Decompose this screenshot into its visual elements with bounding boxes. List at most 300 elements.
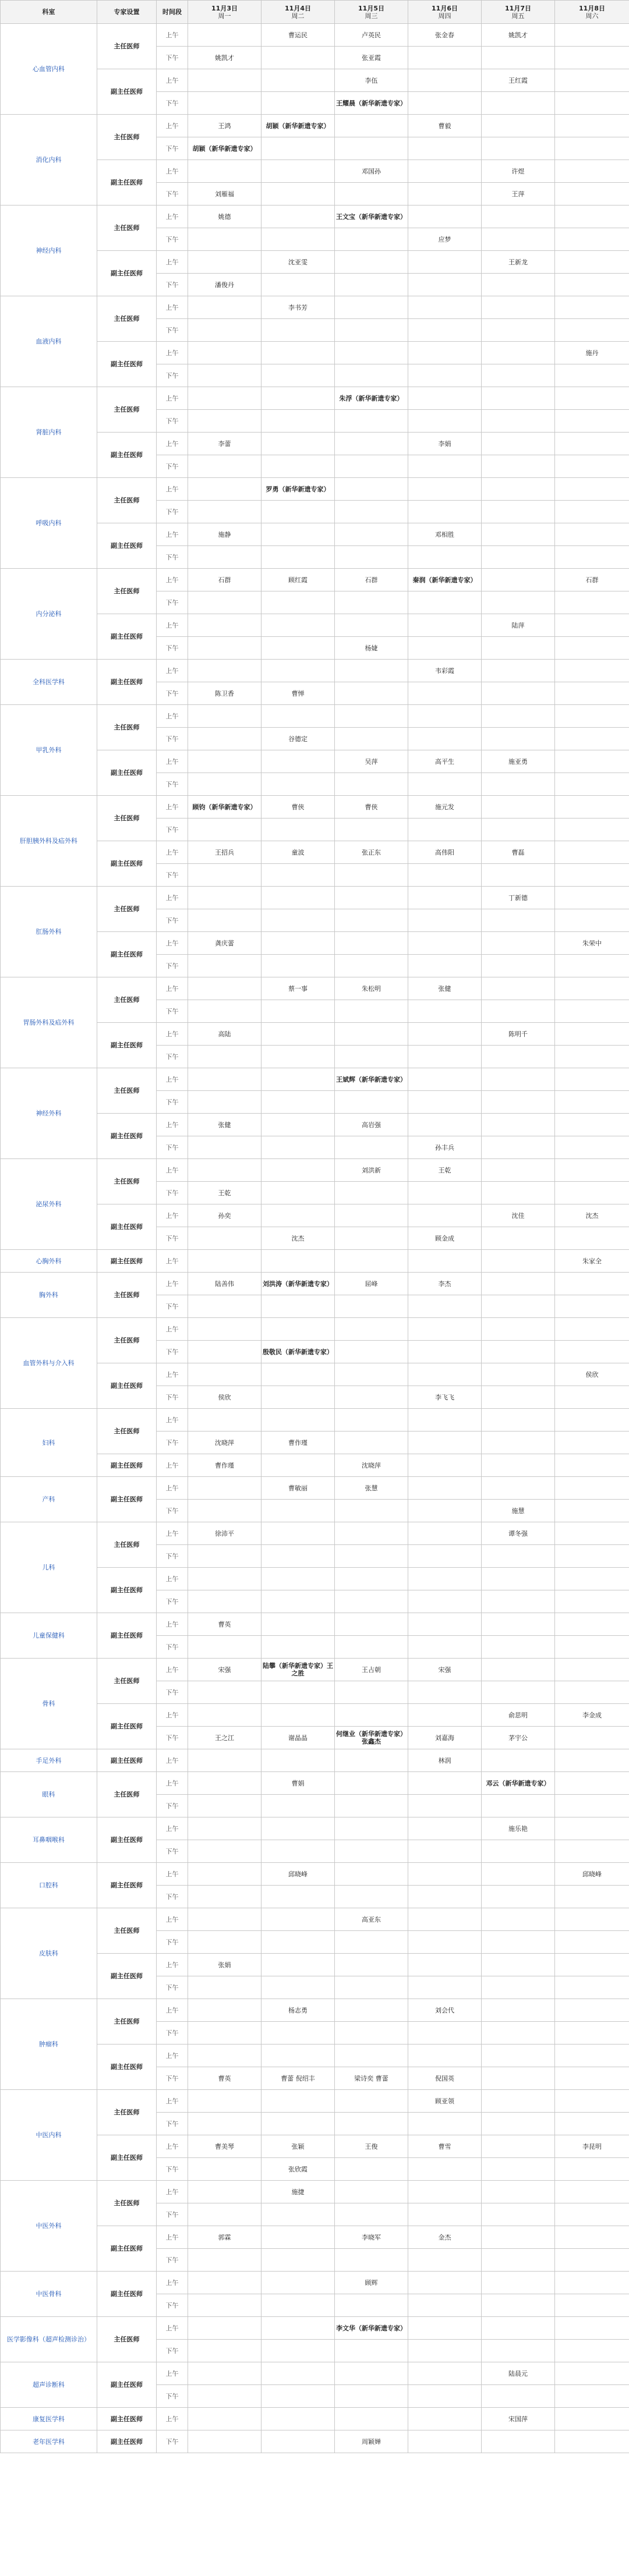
doctor-cell: [555, 1159, 629, 1182]
doctor-cell: [555, 750, 629, 773]
doctor-cell[interactable]: 胡颖（新华新遗专家）: [188, 137, 262, 160]
doctor-cell[interactable]: 邓国孙: [335, 160, 408, 183]
doctor-cell: [555, 455, 629, 478]
expert-level: 主任医师: [97, 1318, 157, 1363]
department-name[interactable]: 血管外科与介入科: [1, 1318, 97, 1409]
doctor-cell: [188, 1409, 262, 1431]
doctor-cell: [188, 1250, 262, 1273]
doctor-cell[interactable]: 王鸿: [188, 115, 262, 137]
doctor-cell: [262, 1817, 335, 1840]
doctor-cell: [335, 864, 408, 887]
doctor-cell: [482, 591, 555, 614]
department-name[interactable]: 手足外科: [1, 1749, 97, 1772]
department-name[interactable]: 中医外科: [1, 2181, 97, 2272]
header-row: [1, 1, 629, 24]
department-name[interactable]: 医学影像科（超声检测诊治）: [1, 2317, 97, 2362]
doctor-cell: [335, 2362, 408, 2385]
doctor-cell[interactable]: 曹敏丽: [262, 1477, 335, 1500]
department-name[interactable]: 妇科: [1, 1409, 97, 1477]
doctor-cell: [555, 1318, 629, 1341]
doctor-cell[interactable]: 高平生: [408, 750, 482, 773]
doctor-cell[interactable]: 刘雁福: [188, 183, 262, 205]
department-name[interactable]: 产科: [1, 1477, 97, 1522]
department-name[interactable]: 神经外科: [1, 1068, 97, 1159]
doctor-cell[interactable]: 王招兵: [188, 841, 262, 864]
doctor-cell: [335, 433, 408, 455]
doctor-cell[interactable]: 殷敬民（新华新遗专家）: [262, 1341, 335, 1363]
doctor-cell[interactable]: 曹毅: [408, 115, 482, 137]
doctor-cell: [408, 1295, 482, 1318]
doctor-cell: [335, 909, 408, 932]
time-period: 下午: [157, 1976, 188, 1999]
expert-level: 副主任医师: [97, 1568, 157, 1613]
doctor-cell[interactable]: 王文宝（新华新遗专家）: [335, 205, 408, 228]
doctor-cell[interactable]: 李伍: [335, 69, 408, 92]
doctor-cell[interactable]: 刘洪新: [335, 1159, 408, 1182]
doctor-cell: [555, 1431, 629, 1454]
doctor-cell[interactable]: 李金成: [555, 1704, 629, 1727]
department-name[interactable]: 肿瘤科: [1, 1999, 97, 2090]
doctor-cell[interactable]: 施捷: [262, 2181, 335, 2203]
doctor-cell: [555, 1659, 629, 1681]
doctor-cell[interactable]: 谷德定: [262, 728, 335, 750]
department-name[interactable]: 内分泌科: [1, 569, 97, 660]
doctor-cell: [555, 637, 629, 660]
department-name[interactable]: 超声诊断科: [1, 2362, 97, 2408]
doctor-cell: [555, 1477, 629, 1500]
department-name[interactable]: 儿童保健科: [1, 1613, 97, 1659]
time-period: 上午: [157, 1954, 188, 1976]
doctor-cell: [262, 523, 335, 546]
doctor-cell[interactable]: 林润: [408, 1749, 482, 1772]
doctor-cell[interactable]: 高亚东: [335, 1908, 408, 1931]
doctor-cell[interactable]: 陆善伟: [188, 1273, 262, 1295]
doctor-cell[interactable]: 曹蕾 倪绍丰: [262, 2067, 335, 2090]
doctor-cell[interactable]: 王俊: [335, 2135, 408, 2158]
doctor-cell[interactable]: 倪国英: [408, 2067, 482, 2090]
table-row: [1, 115, 629, 137]
doctor-cell[interactable]: 陈卫香: [188, 682, 262, 705]
doctor-cell[interactable]: 丁新德: [482, 887, 555, 909]
doctor-cell: [188, 1817, 262, 1840]
doctor-cell: [555, 410, 629, 433]
doctor-cell[interactable]: 宋强: [408, 1659, 482, 1681]
doctor-cell[interactable]: 陆晨元: [482, 2362, 555, 2385]
expert-level: 副主任医师: [97, 69, 157, 115]
doctor-cell[interactable]: 曹英: [188, 1613, 262, 1636]
doctor-cell[interactable]: 顾亚领: [408, 2090, 482, 2113]
doctor-cell[interactable]: 曹磊: [482, 841, 555, 864]
doctor-cell: [188, 1159, 262, 1182]
doctor-cell[interactable]: 王耀晨（新华新遗专家）: [335, 92, 408, 115]
doctor-cell[interactable]: 曹美琴: [188, 2135, 262, 2158]
doctor-cell: [408, 2113, 482, 2135]
doctor-cell: [188, 228, 262, 251]
department-name[interactable]: 泌尿外科: [1, 1159, 97, 1250]
doctor-cell: [408, 955, 482, 977]
doctor-cell[interactable]: 吴萍: [335, 750, 408, 773]
doctor-cell: [555, 2226, 629, 2249]
department-name[interactable]: 肾脏内科: [1, 387, 97, 478]
doctor-cell[interactable]: 王乾: [188, 1182, 262, 1204]
doctor-cell[interactable]: 王红霞: [482, 69, 555, 92]
department-name[interactable]: 康复医学科: [1, 2408, 97, 2430]
doctor-cell: [188, 637, 262, 660]
doctor-cell: [482, 1136, 555, 1159]
doctor-cell: [555, 1545, 629, 1568]
doctor-cell: [188, 1500, 262, 1522]
department-name[interactable]: 全科医学科: [1, 660, 97, 705]
doctor-cell: [408, 2317, 482, 2340]
doctor-cell: [555, 909, 629, 932]
doctor-cell: [408, 2022, 482, 2044]
department-name[interactable]: 消化内科: [1, 115, 97, 205]
doctor-cell: [555, 591, 629, 614]
doctor-cell[interactable]: 应梦: [408, 228, 482, 251]
doctor-cell[interactable]: 屈峰: [335, 1273, 408, 1295]
time-period: 上午: [157, 1817, 188, 1840]
doctor-cell: [188, 2113, 262, 2135]
doctor-cell: [482, 92, 555, 115]
doctor-cell[interactable]: 王乾: [408, 1159, 482, 1182]
doctor-cell[interactable]: 郭霖: [188, 2226, 262, 2249]
doctor-cell[interactable]: 王占朝: [335, 1659, 408, 1681]
doctor-cell: [188, 546, 262, 569]
doctor-cell[interactable]: 孙丰兵: [408, 1136, 482, 1159]
doctor-cell[interactable]: 张欣霞: [262, 2158, 335, 2181]
table-row: [1, 1318, 629, 1341]
doctor-cell[interactable]: 石群: [555, 569, 629, 591]
department-name[interactable]: 胃肠外科及疝外科: [1, 977, 97, 1068]
doctor-cell[interactable]: 刘嘉海: [408, 1727, 482, 1749]
doctor-cell[interactable]: 陈明千: [482, 1023, 555, 1046]
doctor-cell[interactable]: 张金春: [408, 24, 482, 47]
time-period: 上午: [157, 1568, 188, 1590]
time-period: 上午: [157, 342, 188, 364]
department-name[interactable]: 骨科: [1, 1659, 97, 1749]
doctor-cell: [482, 1250, 555, 1273]
doctor-cell: [335, 1954, 408, 1976]
doctor-cell[interactable]: 张娟: [188, 1954, 262, 1976]
department-name[interactable]: 老年医学科: [1, 2430, 97, 2453]
doctor-cell[interactable]: 侯欣: [555, 1363, 629, 1386]
department-name[interactable]: 甲乳外科: [1, 705, 97, 796]
department-name[interactable]: 中医内科: [1, 2090, 97, 2181]
expert-level: 副主任医师: [97, 1817, 157, 1863]
doctor-cell[interactable]: 邱晓峰: [262, 1863, 335, 1886]
doctor-cell[interactable]: 陆萍: [482, 614, 555, 637]
doctor-cell: [555, 1227, 629, 1250]
doctor-cell[interactable]: 沈佳: [482, 1204, 555, 1227]
doctor-cell[interactable]: 张颖: [262, 2135, 335, 2158]
doctor-cell[interactable]: 曹俠: [335, 796, 408, 818]
doctor-cell: [262, 1454, 335, 1477]
doctor-cell[interactable]: 金杰: [408, 2226, 482, 2249]
expert-level: 主任医师: [97, 2181, 157, 2226]
doctor-cell[interactable]: 高陆: [188, 1023, 262, 1046]
doctor-cell: [335, 614, 408, 637]
doctor-cell[interactable]: 姚凯才: [188, 47, 262, 69]
doctor-cell[interactable]: 龚庆蕾: [188, 932, 262, 955]
doctor-cell[interactable]: 顾红霞: [262, 569, 335, 591]
doctor-cell[interactable]: 张亚霞: [335, 47, 408, 69]
doctor-cell: [262, 864, 335, 887]
doctor-cell[interactable]: 姚德: [188, 205, 262, 228]
department-name[interactable]: 口腔科: [1, 1863, 97, 1908]
doctor-cell[interactable]: 周颖婵: [335, 2430, 408, 2453]
doctor-cell: [262, 2203, 335, 2226]
department-name[interactable]: 血液内科: [1, 296, 97, 387]
doctor-cell: [262, 2090, 335, 2113]
doctor-cell: [482, 2249, 555, 2272]
doctor-cell[interactable]: 宋强: [188, 1659, 262, 1681]
schedule-body: [1, 24, 629, 2453]
time-period: 上午: [157, 2090, 188, 2113]
doctor-cell[interactable]: 李杰: [408, 1273, 482, 1295]
doctor-cell: [408, 1431, 482, 1454]
time-period: 上午: [157, 1772, 188, 1795]
expert-level: 副主任医师: [97, 160, 157, 205]
doctor-cell[interactable]: 侯欣: [188, 1386, 262, 1409]
doctor-cell[interactable]: 沈晓萍: [335, 1454, 408, 1477]
time-period: 上午: [157, 1409, 188, 1431]
doctor-cell[interactable]: 李晓军: [335, 2226, 408, 2249]
table-row: [1, 1999, 629, 2022]
doctor-cell: [555, 2385, 629, 2408]
doctor-cell[interactable]: 顾金成: [408, 1227, 482, 1250]
doctor-cell[interactable]: 沈晓萍: [188, 1431, 262, 1454]
expert-level: 主任医师: [97, 1908, 157, 1954]
doctor-cell[interactable]: 李蕾: [188, 433, 262, 455]
doctor-cell[interactable]: 顾辉: [335, 2272, 408, 2294]
doctor-cell: [335, 137, 408, 160]
department-name[interactable]: 皮肤科: [1, 1908, 97, 1999]
department-name[interactable]: 中医骨科: [1, 2272, 97, 2317]
doctor-cell: [408, 1341, 482, 1363]
doctor-cell: [188, 1295, 262, 1318]
doctor-cell[interactable]: 梁诗奕 曹蕾: [335, 2067, 408, 2090]
doctor-cell[interactable]: 茅宇公: [482, 1727, 555, 1749]
doctor-cell[interactable]: 俞思明: [482, 1704, 555, 1727]
doctor-cell[interactable]: 曹俠: [262, 796, 335, 818]
doctor-cell[interactable]: 谭冬强: [482, 1522, 555, 1545]
doctor-cell[interactable]: 沈杰: [262, 1227, 335, 1250]
doctor-cell: [188, 296, 262, 319]
doctor-cell[interactable]: 朱家全: [555, 1250, 629, 1273]
doctor-cell: [262, 2340, 335, 2362]
doctor-cell: [188, 387, 262, 410]
doctor-cell[interactable]: 刘洪涛（新华新遗专家）: [262, 1273, 335, 1295]
time-period: 上午: [157, 2226, 188, 2249]
department-name[interactable]: 心血管内科: [1, 24, 97, 115]
doctor-cell[interactable]: 曹作瑾: [188, 1454, 262, 1477]
doctor-cell: [262, 2385, 335, 2408]
doctor-cell[interactable]: 李文华（新华新遗专家）: [335, 2317, 408, 2340]
doctor-cell[interactable]: 顾钧（新华新遗专家）: [188, 796, 262, 818]
doctor-cell[interactable]: 童波: [262, 841, 335, 864]
time-period: 上午: [157, 296, 188, 319]
doctor-cell[interactable]: 张健: [188, 1114, 262, 1136]
doctor-cell: [555, 2044, 629, 2067]
expert-level: 副主任医师: [97, 2226, 157, 2272]
doctor-cell[interactable]: 曹雪: [408, 2135, 482, 2158]
doctor-cell: [188, 864, 262, 887]
doctor-cell[interactable]: 卢英民: [335, 24, 408, 47]
doctor-cell: [408, 92, 482, 115]
doctor-cell: [408, 773, 482, 796]
doctor-cell[interactable]: 施元发: [408, 796, 482, 818]
doctor-cell: [335, 1500, 408, 1522]
department-name[interactable]: 呼吸内科: [1, 478, 97, 569]
doctor-cell[interactable]: 王斌辉（新华新遗专家）: [335, 1068, 408, 1091]
department-name[interactable]: 肛肠外科: [1, 887, 97, 977]
doctor-cell[interactable]: 许煜: [482, 160, 555, 183]
expert-level: 副主任医师: [97, 2272, 157, 2317]
doctor-cell: [555, 1886, 629, 1908]
doctor-cell: [335, 410, 408, 433]
doctor-cell: [408, 455, 482, 478]
doctor-cell[interactable]: 杨婕: [335, 637, 408, 660]
time-period: 下午: [157, 2113, 188, 2135]
doctor-cell: [188, 410, 262, 433]
expert-level: 主任医师: [97, 296, 157, 342]
doctor-cell[interactable]: 陆攀（新华新遗专家）王之胜: [262, 1659, 335, 1681]
doctor-cell[interactable]: 张慧: [335, 1477, 408, 1500]
doctor-cell[interactable]: 张正东: [335, 841, 408, 864]
doctor-cell: [335, 501, 408, 523]
doctor-cell: [482, 1795, 555, 1817]
doctor-cell[interactable]: 施乐艳: [482, 1817, 555, 1840]
doctor-cell[interactable]: 张健: [408, 977, 482, 1000]
doctor-cell: [555, 1182, 629, 1204]
expert-level: 副主任医师: [97, 1477, 157, 1522]
time-period: 下午: [157, 2430, 188, 2453]
department-name[interactable]: 胸外科: [1, 1273, 97, 1318]
expert-level: 副主任医师: [97, 1023, 157, 1068]
doctor-cell[interactable]: 曹惮: [262, 682, 335, 705]
doctor-cell[interactable]: 何继业（新华新遗专家）张鑫杰: [335, 1727, 408, 1749]
department-name[interactable]: 心胸外科: [1, 1250, 97, 1273]
doctor-cell[interactable]: 朱荣中: [555, 932, 629, 955]
doctor-cell: [555, 1681, 629, 1704]
doctor-cell[interactable]: 徐沛平: [188, 1522, 262, 1545]
doctor-cell[interactable]: 邓相胜: [408, 523, 482, 546]
doctor-cell[interactable]: 施慧: [482, 1500, 555, 1522]
header-day-4: 11月7日 周五: [482, 1, 555, 24]
doctor-cell[interactable]: 李书芳: [262, 296, 335, 319]
time-period: 下午: [157, 1227, 188, 1250]
doctor-cell: [262, 2408, 335, 2430]
doctor-cell[interactable]: 罗勇（新华新遗专家）: [262, 478, 335, 501]
doctor-cell[interactable]: 王之江: [188, 1727, 262, 1749]
doctor-cell[interactable]: 朱松明: [335, 977, 408, 1000]
doctor-cell[interactable]: 谢晶晶: [262, 1727, 335, 1749]
doctor-cell: [555, 1931, 629, 1954]
header-level: 专家设置: [97, 1, 157, 24]
doctor-cell[interactable]: 胡颖（新华新遗专家）: [262, 115, 335, 137]
doctor-cell[interactable]: 姚凯才: [482, 24, 555, 47]
doctor-cell[interactable]: 曹作瑾: [262, 1431, 335, 1454]
department-name[interactable]: 耳鼻咽喉科: [1, 1817, 97, 1863]
doctor-cell[interactable]: 沈亚雯: [262, 251, 335, 274]
doctor-cell: [335, 1046, 408, 1068]
doctor-cell: [555, 1976, 629, 1999]
doctor-cell[interactable]: 王新龙: [482, 251, 555, 274]
doctor-cell[interactable]: 王萍: [482, 183, 555, 205]
doctor-cell[interactable]: 沈杰: [555, 1204, 629, 1227]
doctor-cell: [482, 2044, 555, 2067]
department-name[interactable]: 神经内科: [1, 205, 97, 296]
department-name[interactable]: 肝胆胰外科及疝外科: [1, 796, 97, 887]
doctor-cell[interactable]: 朱浮（新华新遗专家）: [335, 387, 408, 410]
doctor-cell: [188, 2430, 262, 2453]
doctor-cell: [262, 660, 335, 682]
doctor-cell: [555, 1522, 629, 1545]
doctor-cell[interactable]: 施静: [188, 523, 262, 546]
doctor-cell[interactable]: 韦彩霞: [408, 660, 482, 682]
doctor-cell: [555, 2317, 629, 2340]
doctor-cell: [555, 137, 629, 160]
doctor-cell: [482, 274, 555, 296]
department-name[interactable]: 眼科: [1, 1772, 97, 1817]
doctor-cell[interactable]: 刘会代: [408, 1999, 482, 2022]
doctor-cell[interactable]: 蔡一事: [262, 977, 335, 1000]
doctor-cell[interactable]: 李娟: [408, 433, 482, 455]
doctor-cell[interactable]: 施亚勇: [482, 750, 555, 773]
doctor-cell: [262, 1976, 335, 1999]
doctor-cell[interactable]: 潘俊丹: [188, 274, 262, 296]
doctor-cell[interactable]: 秦润（新华新遗专家）: [408, 569, 482, 591]
table-row: [1, 1908, 629, 1931]
doctor-cell[interactable]: 李飞飞: [408, 1386, 482, 1409]
doctor-cell[interactable]: 曹运民: [262, 24, 335, 47]
doctor-cell[interactable]: 李昆明: [555, 2135, 629, 2158]
doctor-cell: [408, 274, 482, 296]
doctor-cell[interactable]: 邓云（新华新遗专家）: [482, 1772, 555, 1795]
doctor-cell[interactable]: 高伟阳: [408, 841, 482, 864]
doctor-cell[interactable]: 高岩强: [335, 1114, 408, 1136]
doctor-cell[interactable]: 孙奕: [188, 1204, 262, 1227]
doctor-cell[interactable]: 石群: [188, 569, 262, 591]
doctor-cell[interactable]: 施丹: [555, 342, 629, 364]
doctor-cell: [335, 1840, 408, 1863]
doctor-cell[interactable]: 曹娟: [262, 1772, 335, 1795]
time-period: 下午: [157, 864, 188, 887]
doctor-cell: [482, 1681, 555, 1704]
doctor-cell: [188, 1931, 262, 1954]
doctor-cell[interactable]: 宋国萍: [482, 2408, 555, 2430]
expert-level: 主任医师: [97, 387, 157, 433]
doctor-cell: [482, 1227, 555, 1250]
doctor-cell[interactable]: 杨志勇: [262, 1999, 335, 2022]
doctor-cell: [262, 1954, 335, 1976]
doctor-cell[interactable]: 邱晓峰: [555, 1863, 629, 1886]
doctor-cell: [408, 1886, 482, 1908]
time-period: 下午: [157, 1182, 188, 1204]
doctor-cell[interactable]: 石群: [335, 569, 408, 591]
department-name[interactable]: 儿科: [1, 1522, 97, 1613]
doctor-cell[interactable]: 曹英: [188, 2067, 262, 2090]
doctor-cell: [408, 478, 482, 501]
time-period: 上午: [157, 1159, 188, 1182]
doctor-cell: [482, 1091, 555, 1114]
doctor-cell: [555, 1046, 629, 1068]
table-row: [1, 2408, 629, 2430]
doctor-cell: [555, 1386, 629, 1409]
doctor-cell: [262, 1409, 335, 1431]
doctor-cell: [555, 1000, 629, 1023]
time-period: 下午: [157, 183, 188, 205]
